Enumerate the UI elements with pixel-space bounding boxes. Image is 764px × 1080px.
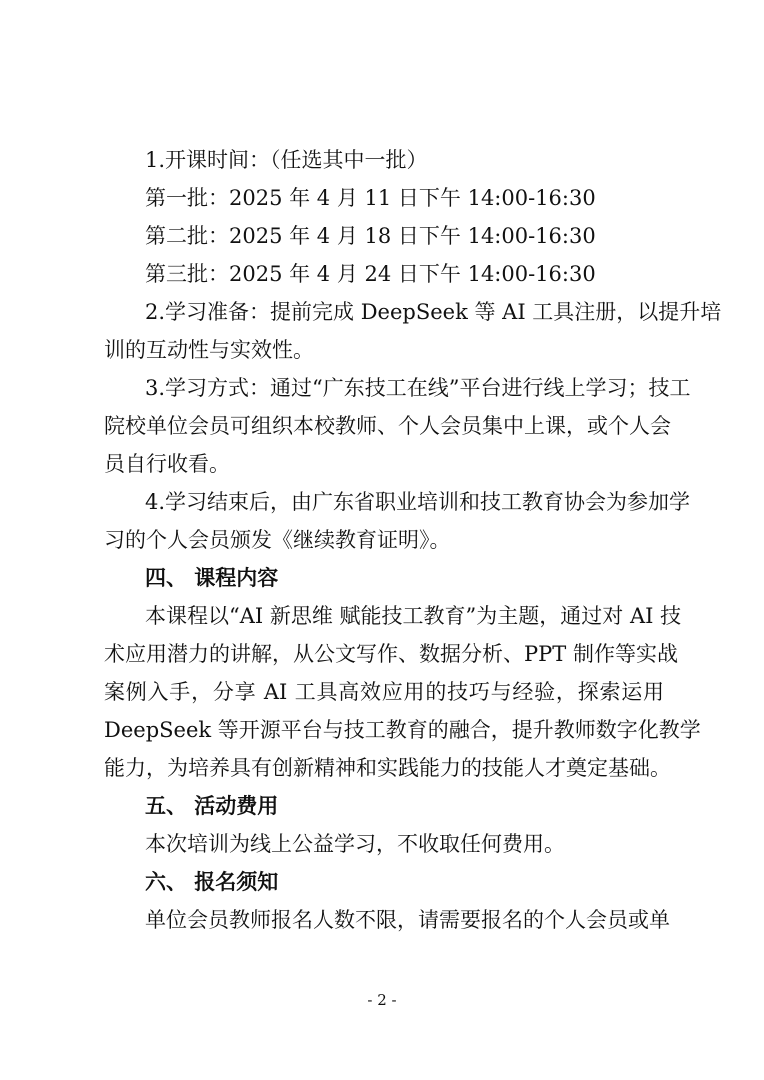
schedule-title: 1.开课时间：（任选其中一批）	[145, 148, 428, 172]
preparation-line-1: 2.学习准备：提前完成 DeepSeek 等 AI 工具注册，以提升培	[145, 300, 722, 324]
course-content-line-2: 术应用潜力的讲解，从公文写作、数据分析、PPT 制作等实战	[104, 642, 678, 666]
course-content-line-1: 本课程以“AI 新思维 赋能技工教育”为主题，通过对 AI 技	[145, 604, 682, 628]
course-content-line-5: 能力，为培养具有创新精神和实践能力的技能人才奠定基础。	[104, 756, 671, 780]
section-heading-course-content: 四、 课程内容	[145, 566, 279, 590]
schedule-batch-1: 第一批：2025 年 4 月 11 日下午 14:00-16:30	[145, 186, 596, 210]
activity-fee-line-1: 本次培训为线上公益学习，不收取任何费用。	[145, 832, 565, 856]
course-content-line-3: 案例入手，分享 AI 工具高效应用的技巧与经验，探索运用	[104, 680, 664, 704]
course-content-line-4: DeepSeek 等开源平台与技工教育的融合，提升教师数字化教学	[104, 718, 701, 742]
section-heading-activity-fee: 五、 活动费用	[145, 794, 279, 818]
method-line-1: 3.学习方式：通过“广东技工在线”平台进行线上学习；技工	[145, 376, 691, 400]
schedule-batch-2: 第二批：2025 年 4 月 18 日下午 14:00-16:30	[145, 224, 596, 248]
certificate-line-2: 习的个人会员颁发《继续教育证明》。	[104, 528, 451, 552]
preparation-line-2: 训的互动性与实效性。	[104, 338, 314, 362]
certificate-line-1: 4.学习结束后，由广东省职业培训和技工教育协会为参加学	[145, 490, 691, 514]
schedule-batch-3: 第三批：2025 年 4 月 24 日下午 14:00-16:30	[145, 262, 596, 286]
method-line-2: 院校单位会员可组织本校教师、个人会员集中上课，或个人会	[104, 414, 671, 438]
page-number: - 2 -	[367, 991, 397, 1009]
section-heading-registration: 六、 报名须知	[145, 870, 279, 894]
registration-line-1: 单位会员教师报名人数不限，请需要报名的个人会员或单	[145, 908, 670, 932]
method-line-3: 员自行收看。	[104, 452, 230, 476]
